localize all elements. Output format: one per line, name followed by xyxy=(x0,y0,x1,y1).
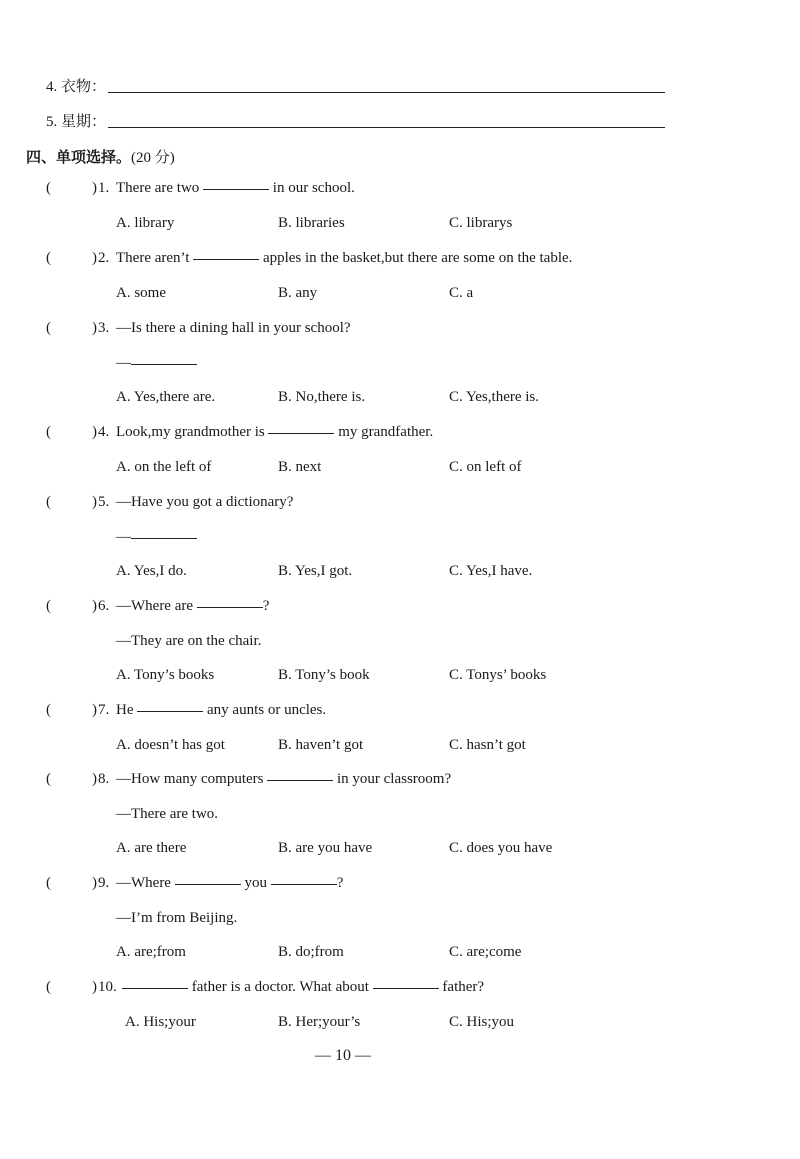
option-c[interactable]: C. does you have xyxy=(449,840,553,856)
option-a[interactable]: A. Tony’s books xyxy=(116,667,215,683)
question-stem xyxy=(116,250,572,267)
page-number: — 10 — xyxy=(315,1047,371,1064)
answer-paren-left: ( xyxy=(46,702,51,718)
question-number: 9. xyxy=(98,875,110,891)
option-c[interactable]: C. are;come xyxy=(449,944,522,960)
question-stem xyxy=(116,702,326,719)
option-a[interactable]: A. His;your xyxy=(125,1013,196,1030)
answer-blank[interactable] xyxy=(267,779,333,781)
dialogue-line xyxy=(116,633,261,650)
answer-paren-right: ) xyxy=(92,320,97,336)
answer-slot[interactable] xyxy=(54,494,90,512)
option-c[interactable]: C. librarys xyxy=(449,214,513,231)
stem-text: any aunts or uncles. xyxy=(203,702,327,718)
answer-slot[interactable] xyxy=(54,250,90,268)
answer-blank[interactable] xyxy=(193,258,259,260)
question-number: 5. xyxy=(98,494,110,510)
option-b[interactable]: B. next xyxy=(278,458,322,475)
stem-text: ? xyxy=(336,875,344,891)
answer-paren-right: ) xyxy=(92,494,97,510)
option-c[interactable]: C. Yes,there is. xyxy=(449,389,540,405)
stem-text: in our school. xyxy=(269,180,355,196)
option-b[interactable]: B. No,there is. xyxy=(278,389,366,405)
option-b[interactable]: B. Yes,I got. xyxy=(278,563,353,579)
answer-blank[interactable] xyxy=(131,537,197,539)
stem-text: ? xyxy=(262,598,270,614)
option-a[interactable]: A. library xyxy=(116,214,175,231)
answer-paren-right: ) xyxy=(92,702,97,718)
answer-paren-left: ( xyxy=(46,598,51,614)
dialogue-line xyxy=(116,529,197,546)
answer-paren-right: ) xyxy=(92,875,97,891)
option-a[interactable]: A. doesn’t has got xyxy=(116,736,225,753)
answer-paren-right: ) xyxy=(92,979,97,995)
stem-text: you xyxy=(240,875,271,891)
question-stem xyxy=(116,320,351,337)
question-stem xyxy=(116,494,293,511)
option-b[interactable]: B. libraries xyxy=(278,214,345,231)
stem-text: father? xyxy=(438,979,485,995)
question-number: 6. xyxy=(98,598,110,614)
stem-text: There aren’t xyxy=(116,250,194,266)
question-number: 8. xyxy=(98,771,110,787)
question-number: 3. xyxy=(98,320,110,336)
question-number: 4. xyxy=(98,424,110,440)
stem-text: —Is there a dining hall in your school? xyxy=(116,320,351,336)
answer-paren-right: ) xyxy=(92,424,97,440)
stem-text: — xyxy=(116,528,131,545)
option-b[interactable]: B. Her;your’s xyxy=(278,1013,361,1030)
option-b[interactable]: B. are you have xyxy=(278,840,373,856)
fill-line-clothes[interactable] xyxy=(108,75,665,95)
stem-text: There are two xyxy=(116,180,204,196)
stem-text: —They are on the chair. xyxy=(116,632,262,649)
question-stem xyxy=(116,875,343,892)
answer-slot[interactable] xyxy=(54,320,90,338)
option-a[interactable]: A. Yes,there are. xyxy=(116,389,216,405)
dialogue-line xyxy=(116,355,197,372)
question-number: 1. xyxy=(98,180,110,196)
answer-blank[interactable] xyxy=(122,987,188,989)
question-stem xyxy=(116,598,269,615)
question-number: 2. xyxy=(98,250,110,266)
answer-blank[interactable] xyxy=(131,363,197,365)
fill-label: 4. 衣物： xyxy=(46,79,107,95)
answer-paren-left: ( xyxy=(46,250,51,266)
option-c[interactable]: C. Yes,I have. xyxy=(449,563,533,579)
option-b[interactable]: B. do;from xyxy=(278,944,344,960)
answer-paren-left: ( xyxy=(46,180,51,196)
stem-text: —I’m from Beijing. xyxy=(116,909,238,926)
answer-blank[interactable] xyxy=(203,188,269,190)
stem-text: — xyxy=(116,354,131,371)
option-a[interactable]: A. on the left of xyxy=(116,458,212,475)
option-a[interactable]: A. Yes,I do. xyxy=(116,563,187,579)
question-number: 10. xyxy=(98,979,117,995)
answer-paren-left: ( xyxy=(46,875,51,891)
stem-text: —Where xyxy=(116,875,175,891)
option-b[interactable]: B. haven’t got xyxy=(278,736,364,753)
option-a[interactable]: A. are;from xyxy=(116,944,186,960)
option-c[interactable]: C. a xyxy=(449,284,474,301)
stem-text: my grandfather. xyxy=(334,424,434,440)
answer-slot[interactable] xyxy=(54,424,90,442)
answer-slot[interactable] xyxy=(54,979,90,997)
answer-paren-left: ( xyxy=(46,424,51,440)
fill-line-clothes-label xyxy=(46,75,106,96)
stem-text: He xyxy=(116,702,138,718)
option-a[interactable]: A. some xyxy=(116,284,166,301)
answer-blank[interactable] xyxy=(175,883,241,885)
answer-paren-left: ( xyxy=(46,320,51,336)
section-score: (20 分) xyxy=(131,150,175,166)
stem-text: in your classroom? xyxy=(333,771,452,787)
answer-slot[interactable] xyxy=(54,771,90,789)
section-title: 四、单项选择。 xyxy=(26,148,132,166)
option-a[interactable]: A. are there xyxy=(116,840,187,856)
answer-blank[interactable] xyxy=(271,883,337,885)
answer-slot[interactable] xyxy=(54,702,90,720)
answer-blank[interactable] xyxy=(373,987,439,989)
answer-paren-left: ( xyxy=(46,494,51,510)
dialogue-line xyxy=(116,806,218,823)
answer-slot[interactable] xyxy=(54,598,90,616)
question-number: 7. xyxy=(98,702,110,718)
answer-slot[interactable] xyxy=(54,875,90,893)
fill-label: 5. 星期： xyxy=(46,114,107,130)
answer-paren-left: ( xyxy=(46,979,51,995)
answer-slot[interactable] xyxy=(54,180,90,198)
answer-paren-right: ) xyxy=(92,771,97,787)
question-stem xyxy=(116,424,433,441)
question-stem xyxy=(116,180,355,197)
question-stem xyxy=(116,771,451,788)
question-stem xyxy=(122,979,484,996)
option-c[interactable]: C. Tonys’ books xyxy=(449,667,547,683)
option-b[interactable]: B. any xyxy=(278,284,318,301)
stem-text: —Have you got a dictionary? xyxy=(116,494,294,510)
stem-text: father is a doctor. What about xyxy=(188,979,373,995)
stem-text: Look,my grandmother is xyxy=(116,424,269,440)
answer-paren-right: ) xyxy=(92,598,97,614)
answer-paren-left: ( xyxy=(46,771,51,787)
dialogue-line xyxy=(116,910,237,927)
stem-text: —There are two. xyxy=(116,805,219,822)
answer-blank[interactable] xyxy=(137,710,203,712)
stem-text: apples in the basket,but there are some on the table. xyxy=(259,250,573,266)
stem-text: —How many computers xyxy=(116,771,268,787)
option-c[interactable]: C. on left of xyxy=(449,458,522,475)
section-heading xyxy=(26,146,175,167)
option-c[interactable]: C. His;you xyxy=(449,1013,515,1030)
stem-text: —Where are xyxy=(116,598,197,614)
answer-paren-right: ) xyxy=(92,250,97,266)
option-c[interactable]: C. hasn’t got xyxy=(449,736,526,753)
fill-line-weekdays-label xyxy=(46,110,106,131)
option-b[interactable]: B. Tony’s book xyxy=(278,667,370,683)
answer-paren-right: ) xyxy=(92,180,97,196)
answer-blank[interactable] xyxy=(197,606,263,608)
fill-line-weekdays[interactable] xyxy=(108,110,665,130)
answer-blank[interactable] xyxy=(268,432,334,434)
